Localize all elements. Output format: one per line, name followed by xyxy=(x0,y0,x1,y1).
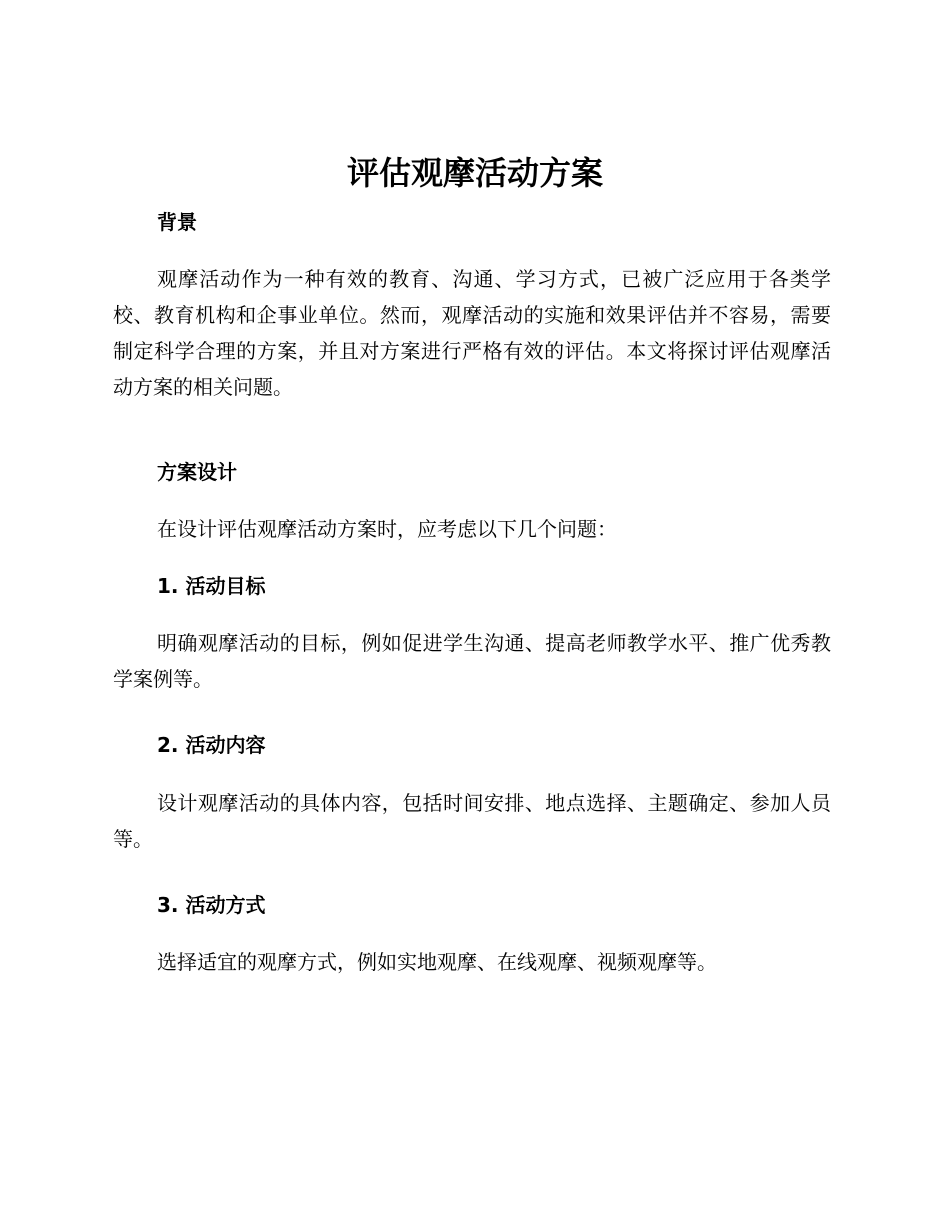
section-heading-background: 背景 xyxy=(157,210,197,234)
item-heading-activity-goal: 1. 活动目标 xyxy=(157,574,266,598)
background-paragraph: 观摩活动作为一种有效的教育、沟通、学习方式，已被广泛应用于各类学校、教育机构和企事业单位。然而，观摩活动的实施和效果评估并不容易，需要制定科学合理的方案，并且对方案进行严格有效的评估。本文将探讨评估观摩活动方案的相关问题。 xyxy=(113,267,831,399)
item-heading-activity-content: 2. 活动内容 xyxy=(157,733,266,757)
design-intro-paragraph: 在设计评估观摩活动方案时，应考虑以下几个问题： xyxy=(157,517,617,541)
activity-goal-paragraph: 明确观摩活动的目标，例如促进学生沟通、提高老师教学水平、推广优秀教学案例等。 xyxy=(113,631,831,691)
section-heading-design: 方案设计 xyxy=(157,460,237,484)
document-title: 评估观摩活动方案 xyxy=(346,154,603,192)
activity-method-paragraph: 选择适宜的观摩方式，例如实地观摩、在线观摩、视频观摩等。 xyxy=(157,950,717,974)
activity-content-paragraph: 设计观摩活动的具体内容，包括时间安排、地点选择、主题确定、参加人员等。 xyxy=(113,791,831,851)
item-heading-activity-method: 3. 活动方式 xyxy=(157,893,266,917)
